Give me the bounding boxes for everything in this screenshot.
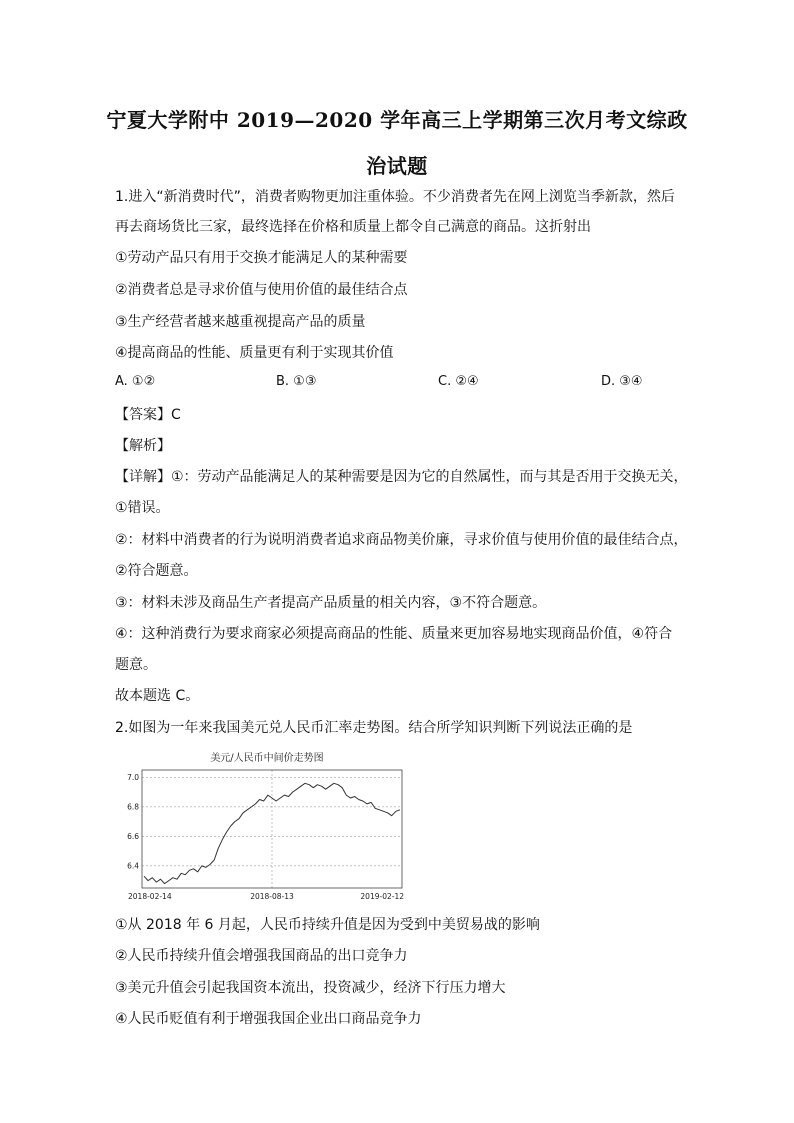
- x-tick-label: 2018-02-14: [128, 892, 172, 901]
- y-tick-label: 7.0: [127, 772, 139, 782]
- q2-statement-4: ④人民币贬值有利于增强我国企业出口商品竞争力: [115, 1011, 422, 1027]
- q1-detail-3: ③：材料未涉及商品生产者提高产品质量的相关内容，③不符合题意。: [115, 595, 547, 611]
- q1-statement-2: ②消费者总是寻求价值与使用价值的最佳结合点: [115, 282, 408, 298]
- y-tick-label: 6.6: [127, 831, 139, 841]
- q1-option-d: D. ③④: [601, 374, 643, 389]
- q1-option-c: C. ②④: [438, 374, 479, 389]
- q1-detail-2: ②：材料中消费者的行为说明消费者追求商品物美价廉，寻求价值与使用价值的最佳结合点，: [115, 532, 688, 548]
- q1-option-a: A. ①②: [115, 374, 156, 389]
- document-title: 宁夏大学附中 2019—2020 学年高三上学期第三次月考文综政: [106, 108, 688, 132]
- y-tick-label: 6.8: [127, 802, 139, 812]
- x-tick-label: 2019-02-12: [360, 892, 404, 901]
- q1-analysis-heading: 【解析】: [115, 438, 171, 454]
- q2-stem: 2.如图为一年来我国美元兑人民币汇率走势图。结合所学知识判断下列说法正确的是: [115, 720, 633, 736]
- y-axis-ticks: [127, 773, 139, 871]
- x-tick-label: 2018-08-13: [250, 892, 294, 901]
- chart-series: [144, 783, 400, 883]
- q1-statement-1: ①劳动产品只有用于交换才能满足人的某种需要: [115, 250, 408, 266]
- q1-detail-2-cont: ②符合题意。: [115, 563, 198, 579]
- q1-conclusion: 故本题选 C。: [115, 688, 200, 704]
- q2-statement-1: ①从 2018 年 6 月起，人民币持续升值是因为受到中美贸易战的影响: [115, 917, 540, 933]
- document-title-continued: 治试题: [366, 154, 428, 178]
- q1-option-b: B. ①③: [276, 374, 317, 389]
- chart-grid: [142, 770, 402, 888]
- q1-detail-4: ④：这种消费行为要求商家必须提高商品的性能、质量来更加容易地实现商品价值，④符合: [115, 626, 673, 642]
- q1-detail-1: 【详解】①：劳动产品能满足人的某种需要是因为它的自然属性，而与其是否用于交换无关，: [115, 469, 688, 485]
- q1-detail-1-cont: ①错误。: [115, 500, 170, 516]
- x-axis-ticks: [128, 892, 404, 901]
- q2-statement-2: ②人民币持续升值会增强我国商品的出口竞争力: [115, 948, 408, 964]
- q1-statement-4: ④提高商品的性能、质量更有利于实现其价值: [115, 345, 394, 361]
- q1-answer: 【答案】C: [115, 407, 181, 423]
- y-tick-label: 6.4: [127, 861, 139, 871]
- exchange-rate-chart-svg: [112, 748, 412, 906]
- q1-stem-line2: 再去商场货比三家，最终选择在价格和质量上都令自己满意的商品。这折射出: [115, 219, 591, 235]
- q2-statement-3: ③美元升值会引起我国资本流出，投资减少，经济下行压力增大: [115, 980, 506, 996]
- q1-detail-4-cont: 题意。: [115, 657, 157, 673]
- rate-series-line: [144, 783, 400, 883]
- chart-title: 美元/人民币中间价走势图: [210, 753, 324, 764]
- q1-statement-3: ③生产经营者越来越重视提高产品的质量: [115, 314, 366, 330]
- q1-stem-line1: 1.进入“新消费时代”，消费者购物更加注重体验。不少消费者先在网上浏览当季新款，然后: [115, 189, 675, 205]
- exchange-rate-chart: [112, 748, 412, 906]
